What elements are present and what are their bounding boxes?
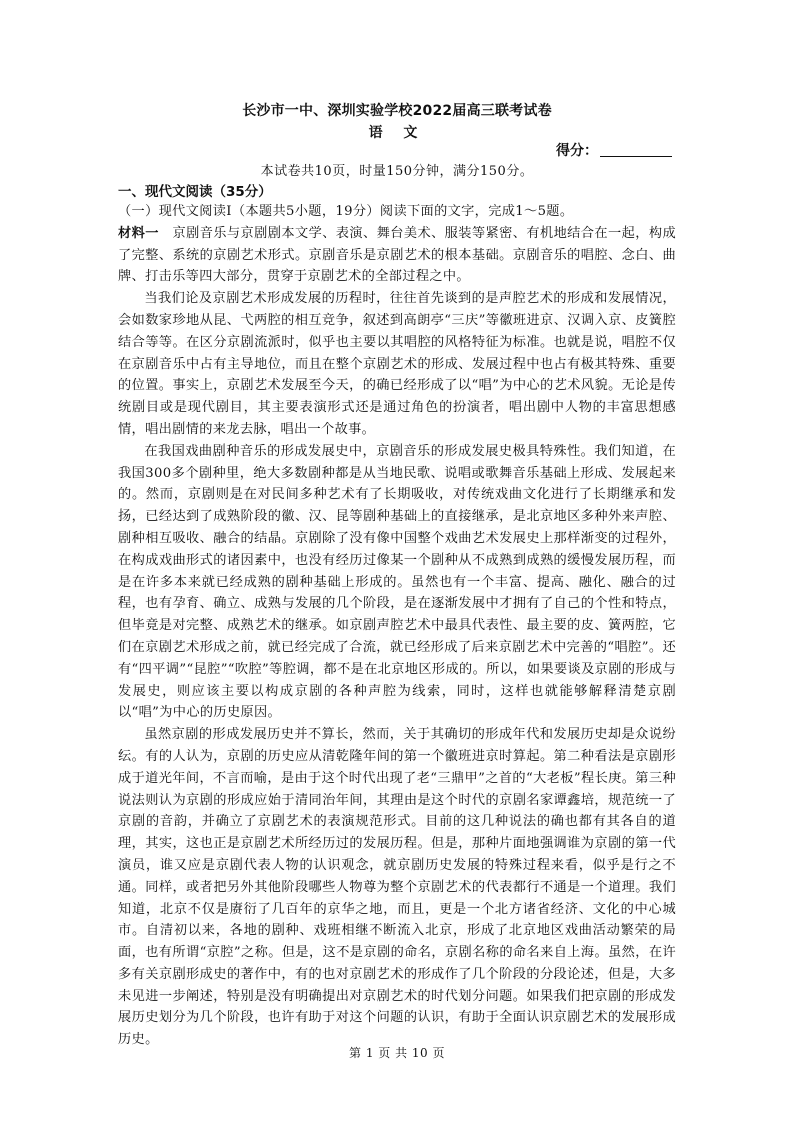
score-blank-line (600, 142, 672, 157)
paragraph: 虽然京剧的形成发展历史并不算长，然而，关于其确切的形成年代和发展历史却是众说纷纭。有的人认为，京剧的历史应从清乾隆年间的第一个徽班进京时算起。第二种看法是京剧形成于道光年间，不言而喻，是由于这个时代出现了老“三鼎甲”之首的“大老板”程长庚。第三种说法则认为京剧的形成应始于清同治年间，其理由是这个时代的京剧名家谭鑫培，规范统一了京剧的音韵，并确立了京剧艺术的表演规范形式。目前的这几种说法的确也都有其各自的道理，其实，这也正是京剧艺术所经历过的发展历程。但是，那种片面地强调谁为京剧的第一代演员，谁又应是京剧代表人物的认识观念，就京剧历史发展的特殊过程来看，似乎是行之不通。同样，或者把另外其他阶段哪些人物尊为整个京剧艺术的代表都行不通是一个道理。我们知道，北京不仅是赓衍了几百年的京华之地，而且，更是一个北方诸省经济、文化的中心城市。自清初以来，各地的剧种、戏班相继不断流入北京，形成了北京地区戏曲活动繁荣的局面，也有所谓“京腔”之称。但是，这不是京剧的命名，京剧名称的命名来自上海。虽然，在许多有关京剧形成史的著作中，有的也对京剧艺术的形成作了几个阶段的分段论述，但是，大多未见进一步阐述，特别是没有明确提出对京剧艺术的时代划分问题。如果我们把京剧的形成发展历史划分为几个阶段，也许有助于对这个问题的认识，有助于全面认识京剧艺术的发展形成历史。 (118, 727, 676, 1048)
exam-intro: 本试卷共10页，时量150分钟，满分150分。 (260, 164, 534, 179)
reading-passage (118, 201, 676, 1051)
paragraph: 当我们论及京剧艺术形成发展的历程时，往往首先谈到的是声腔艺术的形成和发展情况，会如数家珍地从昆、弋两腔的相互竞争，叙述到高朗亭“三庆”等徽班进京、汉调入京、皮簧腔结合等等。在区分京剧流派时，似乎也主要以其唱腔的风格特征为标准。也就是说，唱腔不仅在京剧音乐中占有主导地位，而且在整个京剧艺术的形成、发展过程中也占有极其特殊、重要的位置。事实上，京剧艺术发展至今天，的确已经形成了以“唱”为中心的艺术风貌。无论是传统剧目或是现代剧目，其主要表演形式还是通过角色的扮演者，唱出剧中人物的丰富思想感情，唱出剧情的来龙去脉，唱出一个故事。 (118, 291, 676, 437)
paragraph: 在我国戏曲剧种音乐的形成发展史中，京剧音乐的形成发展史极具特殊性。我们知道，在我国300多个剧种里，绝大多数剧种都是从当地民歌、说唱或歌舞音乐基础上形成、发展起来的。然而，京剧则是在对民间多种艺术有了长期吸收，对传统戏曲文化进行了长期继承和发扬，已经达到了成熟阶段的徽、汉、昆等剧种基础上的直接继承，是北京地区多种外来声腔、剧种相互吸收、融合的结晶。京剧除了没有像中国整个戏曲艺术发展史上那样渐变的过程外，在构成戏曲形式的诸因素中，也没有经历过像某一个剧种从不成熟到成熟的缓慢发展历程，而是在许多本来就已经成熟的剧种基础上形成的。虽然也有一个丰富、提高、融化、融合的过程，也有孕育、确立、成熟与发展的几个阶段，是在逐渐发展中才拥有了自己的个性和特点，但毕竟是对完整、成熟艺术的继承。如京剧声腔艺术中最具代表性、最主要的皮、簧两腔，它们在京剧艺术形成之前，就已经完成了合流，就已经形成了后来京剧艺术中完善的“唱腔”。还有“四平调”“昆腔”“吹腔”等腔调，都不是在北京地区形成的。所以，如果要谈及京剧的形成与发展史，则应该主要以构成京剧的各种声腔为线索，同时，这样也就能够解释清楚京剧以“唱”为中心的历史原因。 (118, 443, 676, 721)
page-footer: 第 1 页 共 10 页 (349, 1046, 445, 1060)
score-field (556, 140, 672, 160)
exam-title: 长沙市一中、深圳实验学校2022届高三联考试卷 (242, 103, 552, 119)
score-label: 得分： (556, 143, 598, 159)
subject-label: 语 文 (368, 125, 426, 141)
paragraph-material-one (118, 223, 676, 288)
sub-heading: （一）现代文阅读Ⅰ（本题共5小题，19分）阅读下面的文字，完成1～5题。 (118, 204, 574, 219)
paragraph-text: 京剧音乐与京剧剧本文学、表演、舞台美术、服装等紧密、有机地结合在一起，构成了完整、系统的京剧艺术形式。京剧音乐是京剧艺术的根本基础。京剧音乐的唱腔、念白、曲牌、打击乐等四大部分，贯穿于京剧艺术的全部过程之中。 (118, 225, 676, 285)
material-label: 材料一 (118, 225, 159, 241)
section-heading: 一、现代文阅读（35分） (118, 184, 272, 200)
